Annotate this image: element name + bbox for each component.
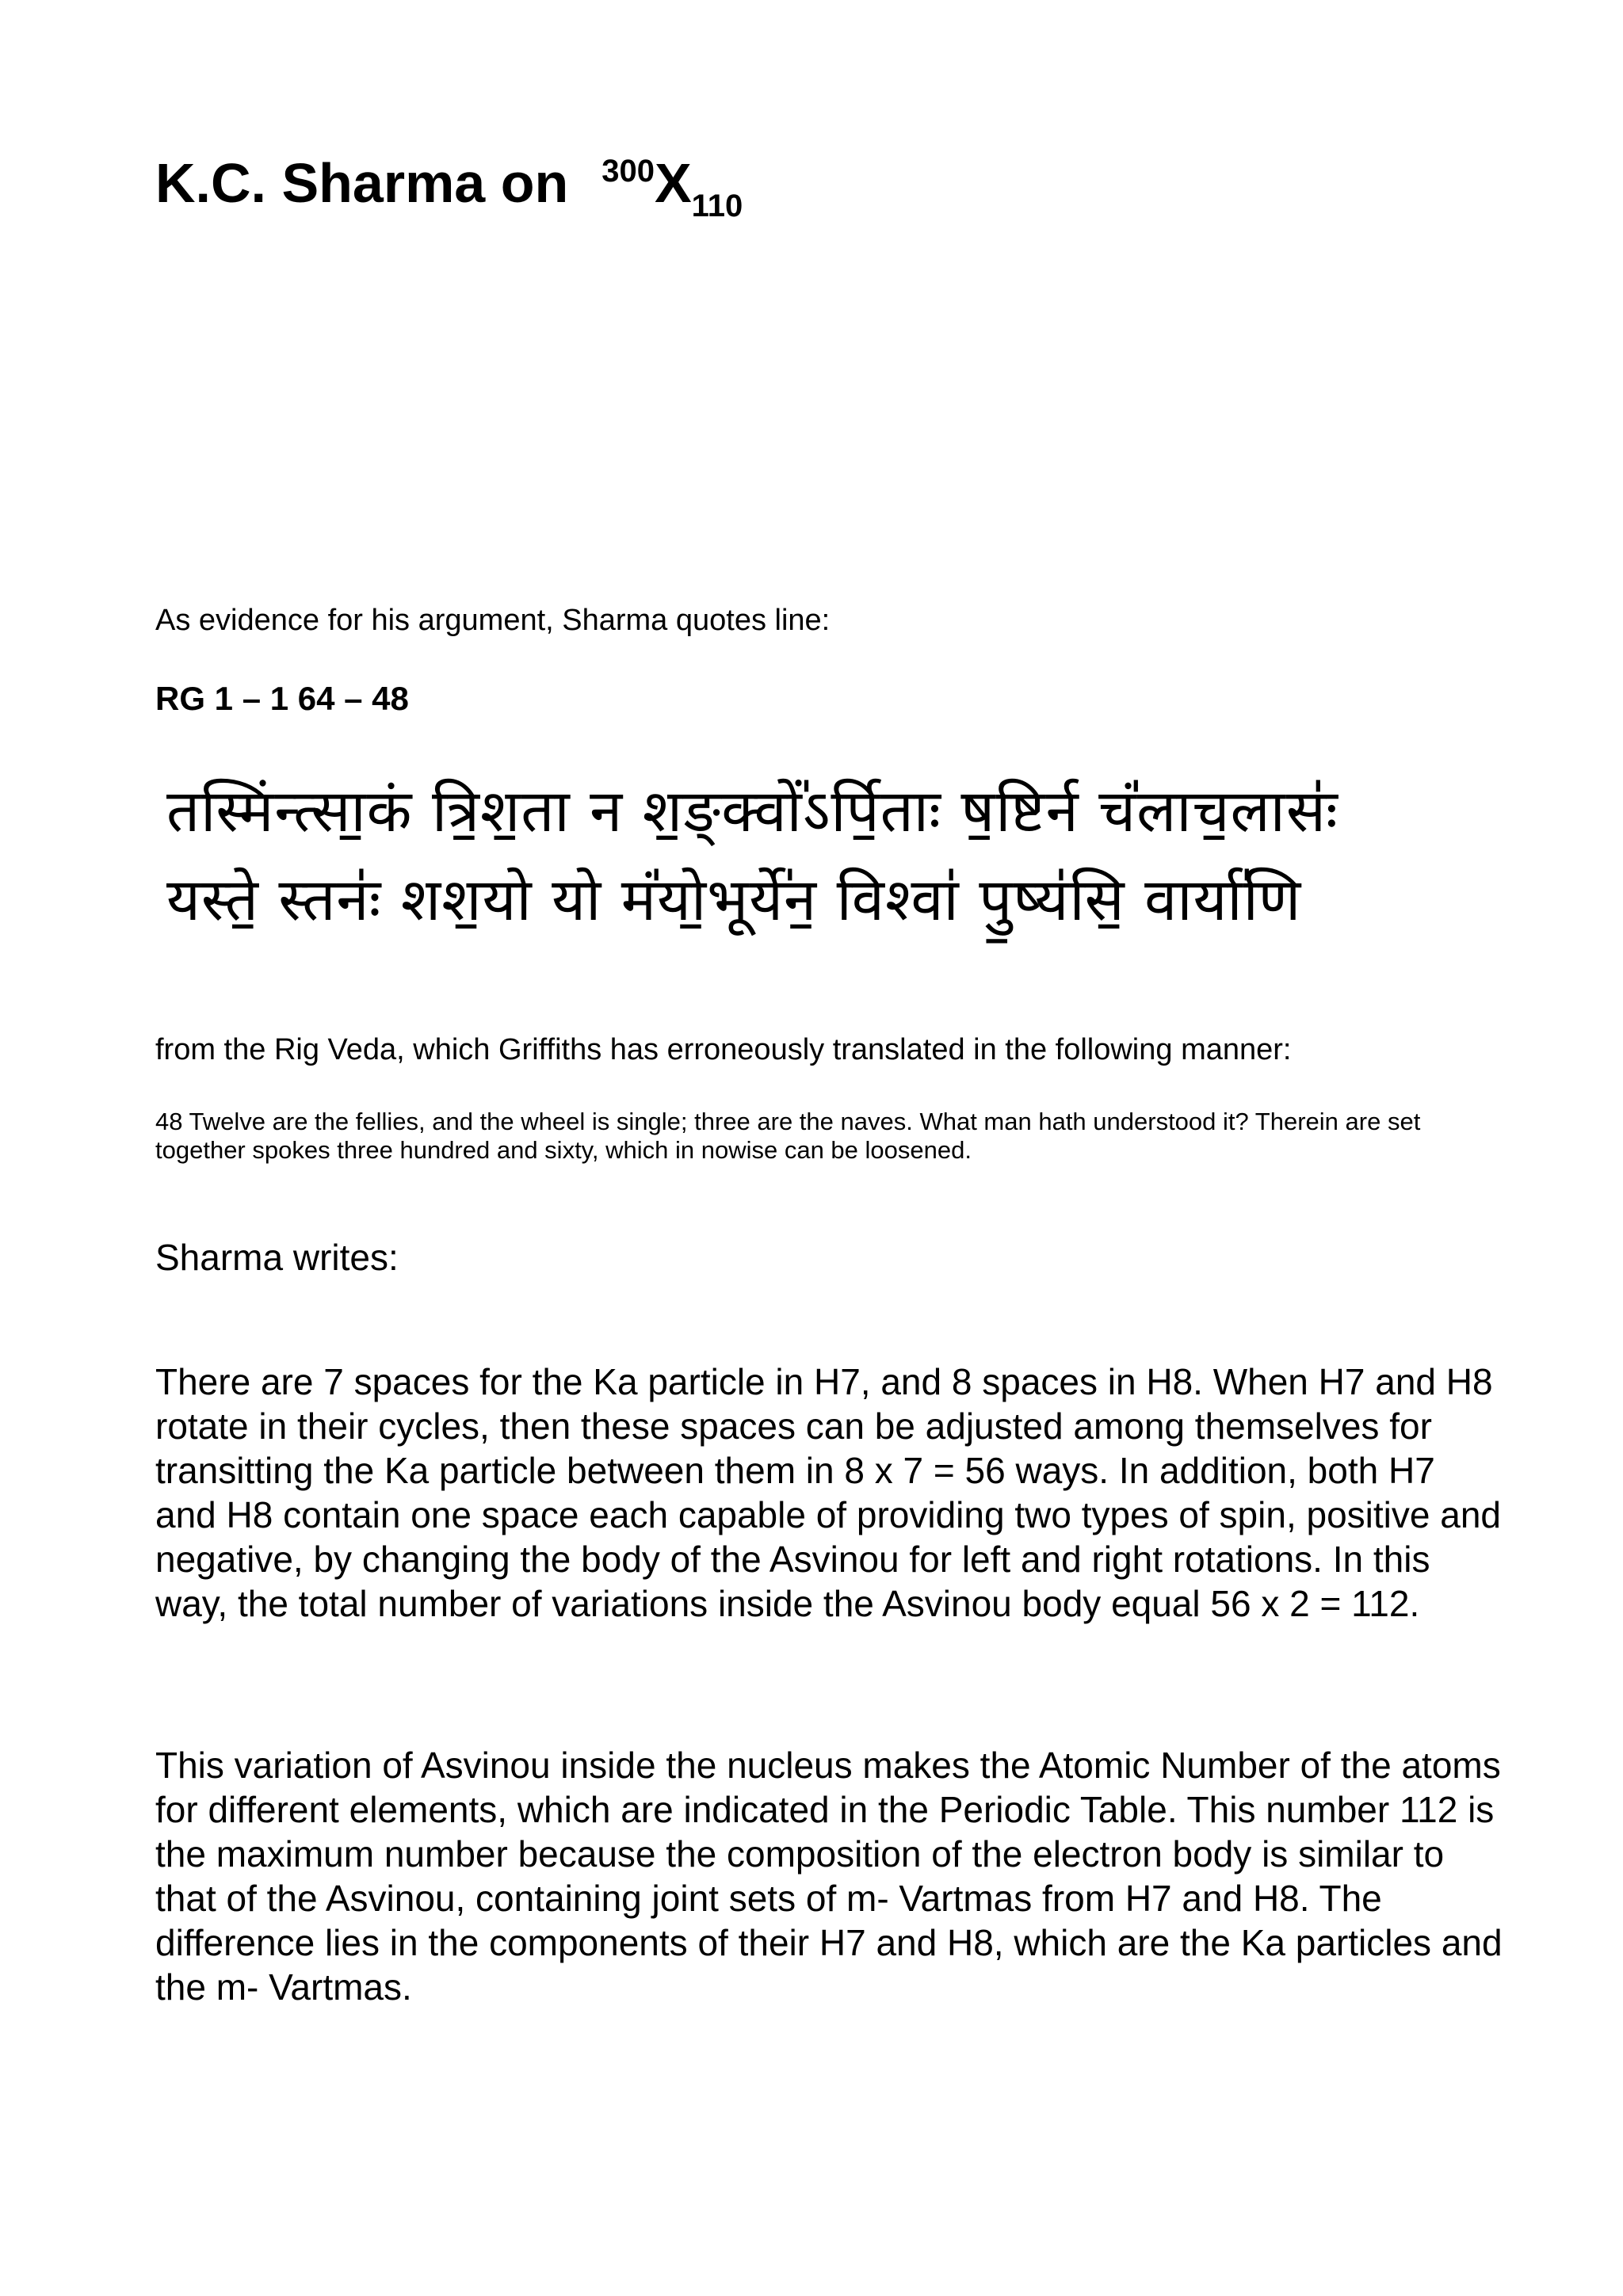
sanskrit-verse xyxy=(166,767,1482,981)
paragraph-2: This variation of Asvinou inside the nucleus makes the Atomic Number of the atoms for different elements, which are indicated in the Periodic Table. This number 112 is the maximum number because the composition of the electron body is similar to that of the Asvinou, containing joint sets of m- Vartmas from H7 and H8. The difference lies in the components of their H7 and H8, which are the Ka particles and the m- Vartmas. xyxy=(155,1745,1503,2008)
title-formula xyxy=(601,152,743,223)
verse-line-1: तस्मिंन्त्सा॒कं त्रि॒श॒ता न श॒ङ्क्वों॑ऽर्पि॒ताः ष॒ष्टिर्न चं॑लाच॒लासः॑ xyxy=(166,777,1338,845)
sharma-writes-heading: Sharma writes: xyxy=(155,1237,399,1278)
formula-subscript: 110 xyxy=(691,189,743,223)
formula-superscript: 300 xyxy=(601,154,655,189)
title-text: K.C. Sharma on xyxy=(155,152,569,214)
page-title xyxy=(155,152,743,223)
intro-text: As evidence for his argument, Sharma quotes line: xyxy=(155,604,831,637)
verse-line-2: यस्ते॒ स्तनः॑ शश॒यो यो मं॑यो॒भूर्ये॑न॒ विश्वा॑ पु॒ष्य॑सि॒ वार्या॑णि xyxy=(166,866,1302,934)
verse-reference: RG 1 – 1 64 – 48 xyxy=(155,680,409,717)
translation-intro: from the Rig Veda, which Griffiths has erroneously translated in the following manner: xyxy=(155,1033,1292,1066)
formula-base: X xyxy=(654,152,692,214)
griffith-translation: 48 Twelve are the fellies, and the wheel is single; three are the naves. What man hath understood it? Therein are set together spokes three hundred and sixty, which in nowise can be loosened. xyxy=(155,1108,1421,1164)
paragraph-1: There are 7 spaces for the Ka particle in H7, and 8 spaces in H8. When H7 and H8 rotate in their cycles, then these spaces can be adjusted among themselves for transitting the Ka particle between them in 8 x 7 = 56 ways. In addition, both H7 and H8 contain one space each capable of providing two types of spin, positive and negative, by changing the body of the Asvinou for left and right rotations. In this way, the total number of variations inside the Asvinou body equal 56 x 2 = 112. xyxy=(155,1361,1502,1624)
